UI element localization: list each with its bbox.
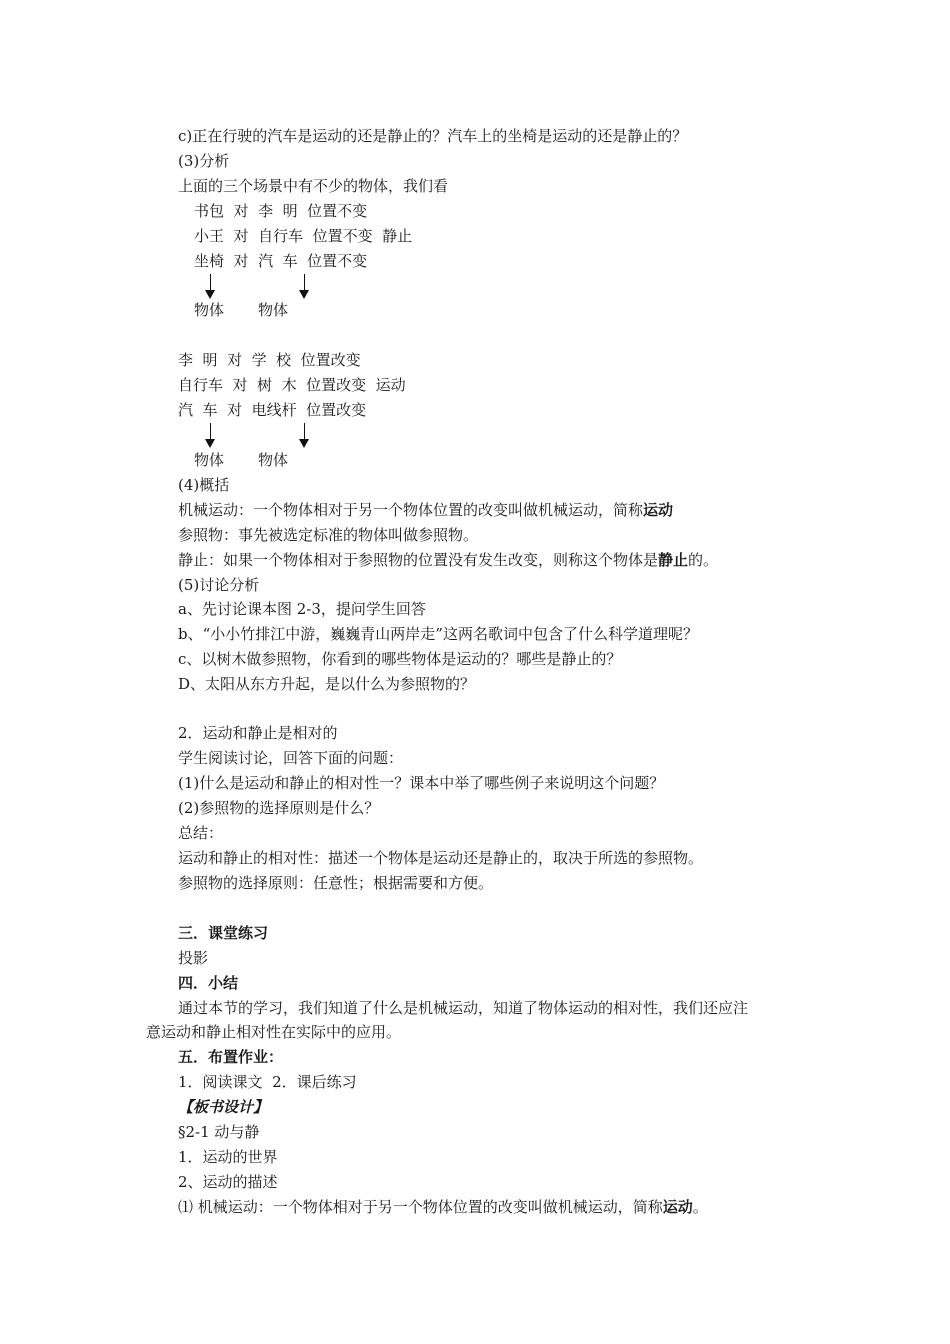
board-title: §2-1 动与静 (178, 1123, 260, 1141)
conclusion-heading: 总结： (178, 824, 224, 842)
board-item-1: 1．运动的世界 (178, 1148, 278, 1166)
conclusion-principle: 参照物的选择原则：任意性；根据需要和方便。 (178, 874, 494, 892)
relativity-q2: (2)参照物的选择原则是什么？ (178, 799, 380, 817)
relativity-q1: (1)什么是运动和静止的相对性一？课本中举了哪些例子来说明这个问题？ (178, 774, 665, 792)
object-label: 物体 (258, 301, 289, 319)
moving-row-1: 李 明 对 学 校 位置改变 (178, 351, 361, 369)
definition-rest: 静止：如果一个物体相对于参照物的位置没有发生改变，则称这个物体是静止的。 (178, 551, 719, 569)
homework-items: 1．阅读课文 2．课后练习 (178, 1073, 357, 1091)
section-heading-practice: 三．课堂练习 (178, 924, 269, 942)
summary-heading: (4)概括 (178, 476, 230, 494)
board-item-2: 2、运动的描述 (178, 1173, 278, 1191)
moving-row-3: 汽 车 对 电线杆 位置改变 (178, 401, 367, 419)
analysis-heading: (3)分析 (178, 152, 230, 170)
section-heading-summary: 四．小结 (178, 974, 239, 992)
object-label: 物体 (194, 451, 225, 469)
static-row-3: 坐椅 对 汽 车 位置不变 (194, 252, 368, 270)
relativity-heading: 2．运动和静止是相对的 (178, 724, 338, 742)
question-c: c)正在行驶的汽车是运动的还是静止的？汽车上的坐椅是运动的还是静止的？ (178, 127, 688, 145)
definition-reference: 参照物：事先被选定标准的物体叫做参照物。 (178, 526, 479, 544)
static-row-1: 书包 对 李 明 位置不变 (194, 202, 368, 220)
summary-paragraph-line-1: 通过本节的学习，我们知道了什么是机械运动，知道了物体运动的相对性，我们还应注 (178, 999, 749, 1017)
practice-text: 投影 (178, 949, 209, 967)
discussion-b: b、“小小竹排江中游，巍巍青山两岸走”这两名歌词中包含了什么科学道理呢？ (178, 625, 698, 643)
board-design-heading: 【板书设计】 (178, 1098, 269, 1116)
section-heading-homework: 五．布置作业： (178, 1048, 284, 1066)
conclusion-relativity: 运动和静止的相对性：描述一个物体是运动还是静止的，取决于所选的参照物。 (178, 849, 704, 867)
definition-mechanical-motion: 机械运动：一个物体相对于另一个物体位置的改变叫做机械运动，简称运动 (178, 501, 674, 519)
board-item-mechanical-motion: ⑴ 机械运动：一个物体相对于另一个物体位置的改变叫做机械运动，简称运动。 (178, 1198, 708, 1216)
static-row-2: 小王 对 自行车 位置不变 静止 (194, 227, 413, 245)
discussion-c: c、以树木做参照物，你看到的哪些物体是运动的？哪些是静止的？ (178, 650, 622, 668)
relativity-intro: 学生阅读讨论，回答下面的问题： (178, 749, 404, 767)
moving-row-2: 自行车 对 树 木 位置改变 运动 (178, 376, 406, 394)
object-label: 物体 (258, 451, 289, 469)
discussion-a: a、先讨论课本图 2-3，提问学生回答 (178, 600, 426, 618)
analysis-intro: 上面的三个场景中有不少的物体，我们看 (178, 177, 449, 195)
discussion-heading: (5)讨论分析 (178, 576, 260, 594)
discussion-d: D、太阳从东方升起，是以什么为参照物的？ (178, 675, 476, 693)
summary-paragraph-line-2: 意运动和静止相对性在实际中的应用。 (146, 1023, 402, 1041)
object-label: 物体 (194, 301, 225, 319)
